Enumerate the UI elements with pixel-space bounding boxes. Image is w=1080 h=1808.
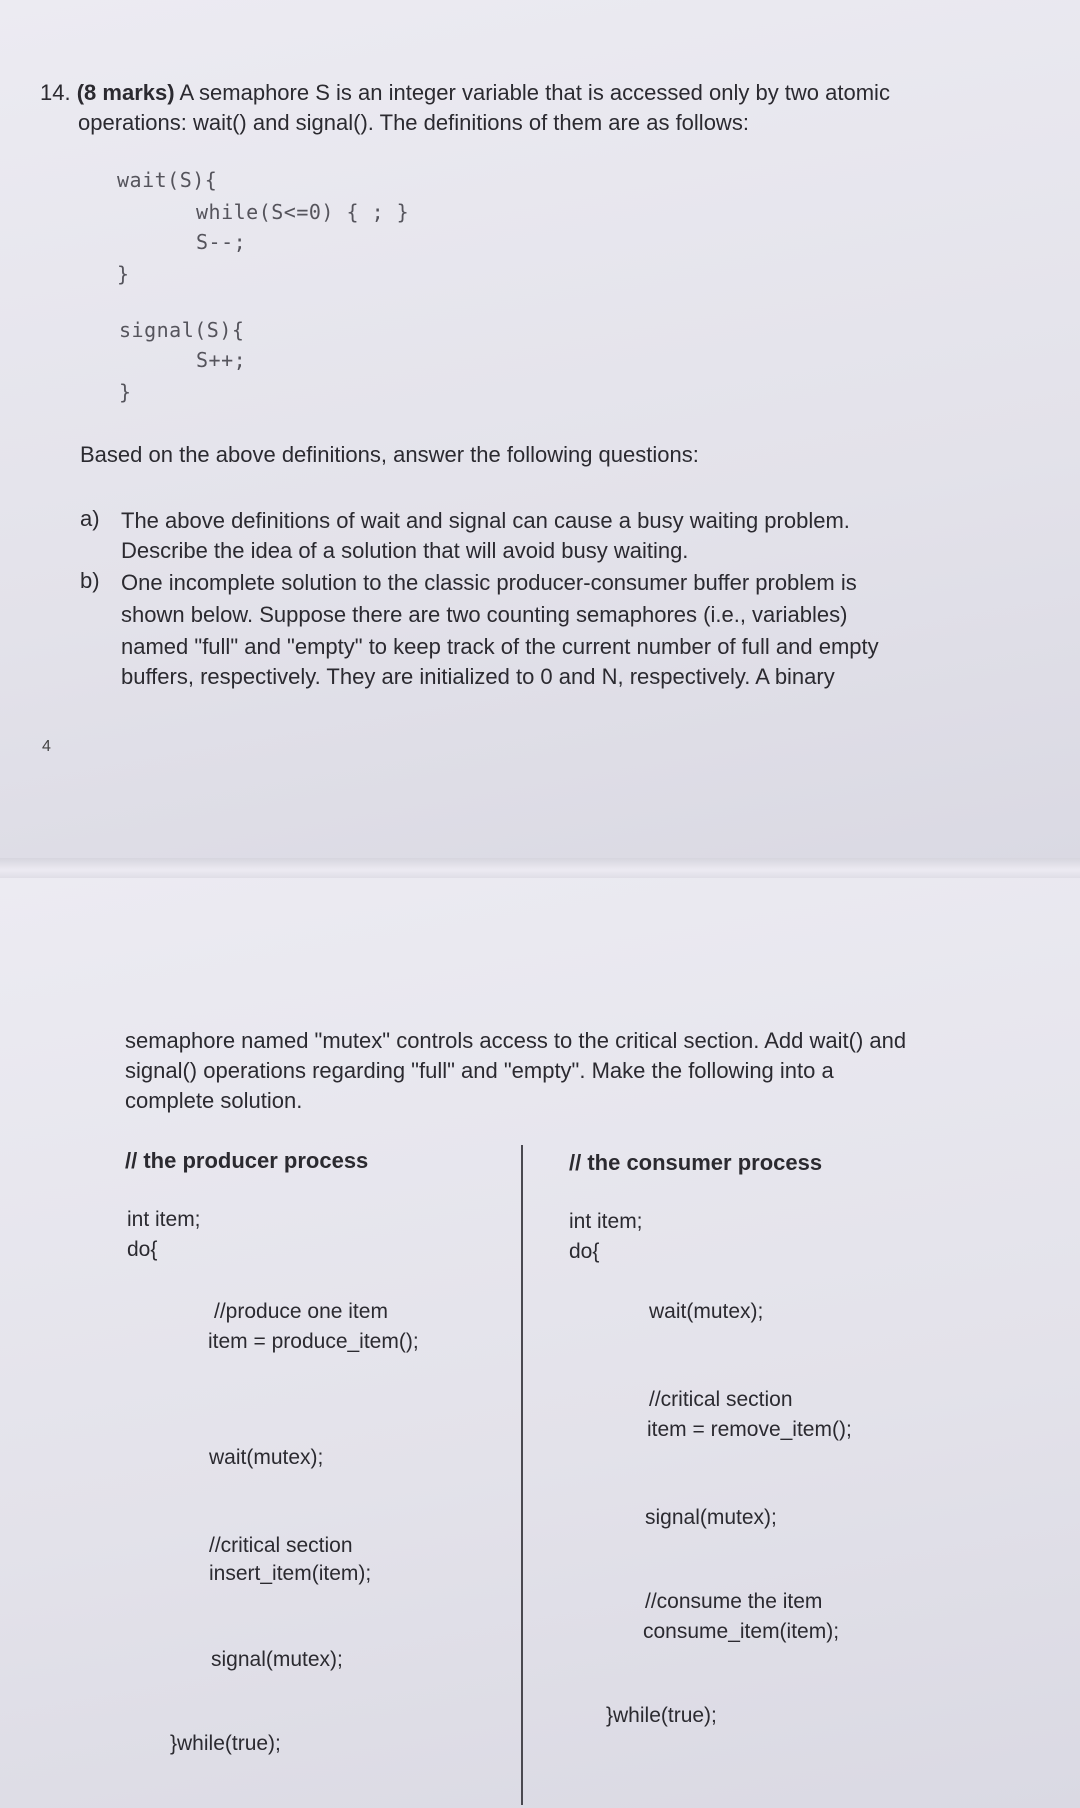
part-b-cont-1: semaphore named "mutex" controls access to the critical section. Add wait() and <box>125 1028 907 1053</box>
consumer-wait-mutex: wait(mutex); <box>649 1300 764 1323</box>
producer-comment-produce: //produce one item <box>214 1300 388 1323</box>
producer-do: do{ <box>127 1238 158 1261</box>
code-signal-inc: S++; <box>196 348 247 372</box>
consumer-loop-end: }while(true); <box>606 1704 717 1727</box>
question-number: 14. <box>40 80 71 105</box>
part-a-line-2: Describe the idea of a solution that will avoid busy waiting. <box>121 538 689 563</box>
producer-insert-item: insert_item(item); <box>209 1562 372 1585</box>
part-b-label: b) <box>80 568 100 593</box>
consumer-signal-mutex: signal(mutex); <box>645 1506 777 1529</box>
column-divider <box>521 1145 523 1805</box>
code-wait-loop: while(S<=0) { ; } <box>196 200 410 224</box>
consumer-comment-critical: //critical section <box>649 1388 793 1411</box>
page-lower-sheet <box>0 878 1080 1808</box>
question-line-1 <box>40 78 890 108</box>
question-intro-1: A semaphore S is an integer variable that is accessed only by two atomic <box>179 80 890 105</box>
code-wait-close: } <box>117 262 130 286</box>
code-wait-dec: S--; <box>196 230 247 254</box>
part-b-line-4: buffers, respectively. They are initialized to 0 and N, respectively. A binary <box>121 664 835 689</box>
consumer-decl: int item; <box>569 1210 643 1233</box>
page-number: 4 <box>42 738 51 755</box>
part-b-line-2: shown below. Suppose there are two counting semaphores (i.e., variables) <box>121 602 848 627</box>
consumer-do: do{ <box>569 1240 600 1263</box>
producer-header: // the producer process <box>125 1148 369 1173</box>
producer-produce-item: item = produce_item(); <box>208 1330 419 1353</box>
producer-loop-end: }while(true); <box>170 1732 281 1755</box>
part-b-line-3: named "full" and "empty" to keep track of the current number of full and empty <box>121 634 879 659</box>
code-wait-header: wait(S){ <box>117 168 218 192</box>
producer-signal-mutex: signal(mutex); <box>211 1648 343 1671</box>
part-b-cont-2: signal() operations regarding "full" and "empty". Make the following into a <box>125 1058 834 1083</box>
producer-comment-critical: //critical section <box>209 1534 353 1557</box>
based-on-text: Based on the above definitions, answer the following questions: <box>80 442 699 467</box>
producer-wait-mutex: wait(mutex); <box>209 1446 324 1469</box>
code-signal-header: signal(S){ <box>119 318 245 342</box>
producer-decl: int item; <box>127 1208 201 1231</box>
part-a-label: a) <box>80 506 100 531</box>
part-b-cont-3: complete solution. <box>125 1088 303 1113</box>
code-signal-close: } <box>119 380 132 404</box>
consumer-remove-item: item = remove_item(); <box>647 1418 852 1441</box>
part-b-line-1: One incomplete solution to the classic producer-consumer buffer problem is <box>121 570 857 595</box>
consumer-header: // the consumer process <box>569 1150 823 1175</box>
part-a-line-1: The above definitions of wait and signal can cause a busy waiting problem. <box>121 508 850 533</box>
consumer-comment-consume: //consume the item <box>645 1590 823 1613</box>
consumer-consume-item: consume_item(item); <box>643 1620 840 1643</box>
question-marks: (8 marks) <box>76 80 175 105</box>
question-intro-2: operations: wait() and signal(). The definitions of them are as follows: <box>78 110 749 135</box>
